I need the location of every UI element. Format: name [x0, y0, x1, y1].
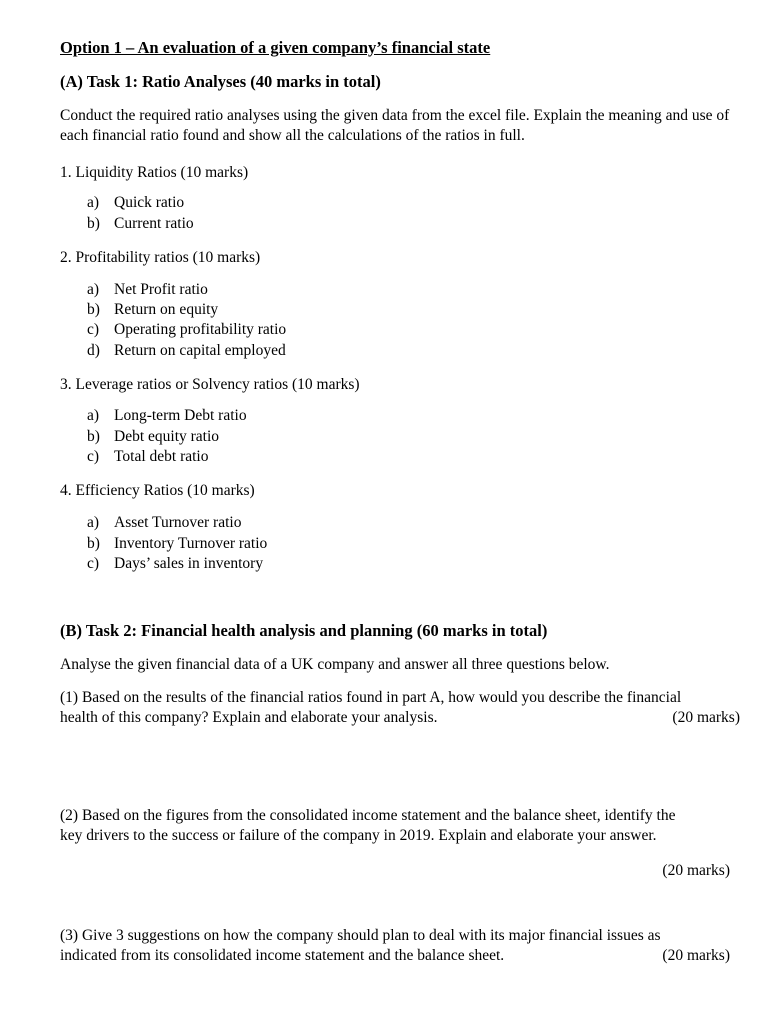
question-2-marks: (20 marks) — [662, 862, 730, 879]
question-1-line2: health of this company? Explain and elaborate your analysis. — [60, 709, 438, 726]
task2-heading: (B) Task 2: Financial health analysis and planning (60 marks in total) — [60, 621, 548, 640]
question-1-line1: (1) Based on the results of the financial ratios found in part A, how would you describe the financial — [60, 689, 682, 706]
list-item: a) Long-term Debt ratio — [87, 407, 247, 424]
list-item: c) Total debt ratio — [87, 448, 209, 465]
task2-intro: Analyse the given financial data of a UK company and answer all three questions below. — [60, 656, 610, 673]
list-item: a) Asset Turnover ratio — [87, 514, 242, 531]
question-3-line2-row — [60, 946, 730, 966]
list-item: d) Return on capital employed — [87, 342, 286, 359]
task1-intro: Conduct the required ratio analyses using the given data from the excel file. Explain the meaning and use of each financial ratio found and show all the calculations of the ratios in full. — [60, 107, 730, 144]
question-1-line2-row — [60, 708, 740, 728]
section-title: 1. Liquidity Ratios (10 marks) — [60, 164, 249, 181]
list-item: b) Inventory Turnover ratio — [87, 535, 268, 552]
list-item: b) Debt equity ratio — [87, 428, 220, 445]
question-1-marks: (20 marks) — [672, 709, 740, 726]
question-2-line1: (2) Based on the figures from the consolidated income statement and the balance sheet, identify the — [60, 807, 676, 824]
question-3-line2: indicated from its consolidated income statement and the balance sheet. — [60, 947, 505, 964]
list-item: c) Days’ sales in inventory — [87, 555, 264, 572]
question-3-marks: (20 marks) — [662, 947, 730, 964]
list-item: a) Quick ratio — [87, 194, 185, 211]
list-item: b) Current ratio — [87, 215, 194, 232]
list-item: c) Operating profitability ratio — [87, 321, 287, 338]
question-2-line2: key drivers to the success or failure of the company in 2019. Explain and elaborate your answer. — [60, 827, 657, 844]
section-title: 4. Efficiency Ratios (10 marks) — [60, 482, 255, 499]
page-title: Option 1 – An evaluation of a given company’s financial state — [60, 38, 491, 57]
task1-heading: (A) Task 1: Ratio Analyses (40 marks in total) — [60, 72, 381, 91]
list-item: b) Return on equity — [87, 301, 219, 318]
section-title: 3. Leverage ratios or Solvency ratios (10 marks) — [60, 376, 360, 393]
question-3-line1: (3) Give 3 suggestions on how the company should plan to deal with its major financial issues as — [60, 927, 661, 944]
list-item: a) Net Profit ratio — [87, 281, 208, 298]
section-title: 2. Profitability ratios (10 marks) — [60, 249, 261, 266]
